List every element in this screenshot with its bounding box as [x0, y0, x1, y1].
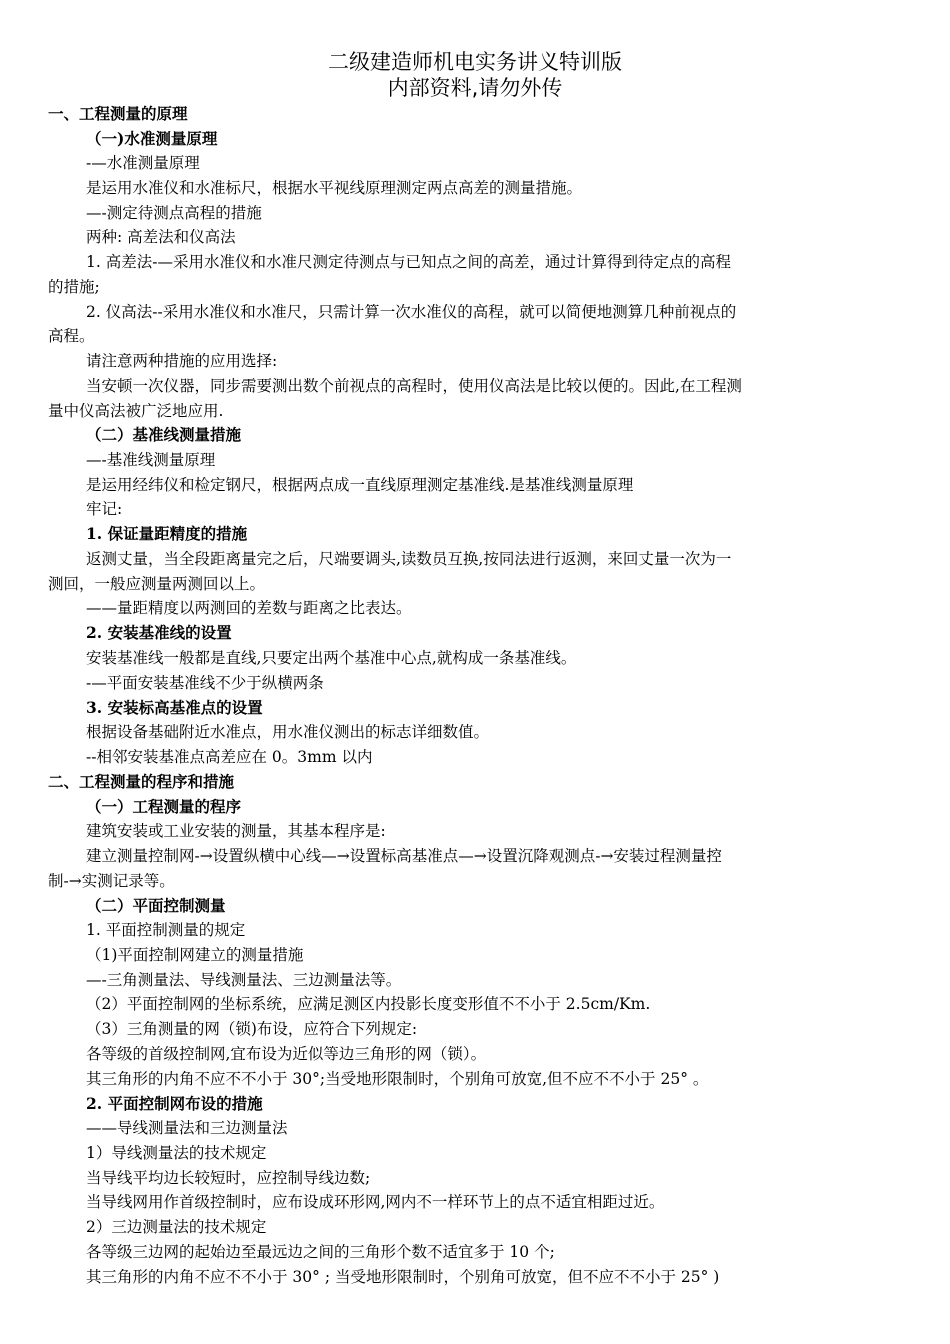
section-heading: 2. 平面控制网布设的措施 [86, 1094, 263, 1113]
text-line: 是运用经纬仪和检定钢尺，根据两点成一直线原理测定基准线.是基准线测量原理 [86, 476, 634, 494]
section-heading: 2. 安装基准线的设置 [86, 623, 232, 642]
text-line: 当安顿一次仪器，同步需要测出数个前视点的高程时，使用仪高法是比较以便的。因此,在工程测 [86, 377, 742, 395]
text-line: 其三角形的内角不应不不小于 30° ; 当受地形限制时，个别角可放宽，但不应不不小于 25° ) [86, 1268, 720, 1286]
section-heading: （二）基准线测量措施 [86, 425, 242, 444]
text-line: ——导线测量法和三边测量法 [86, 1119, 288, 1137]
section-heading: （一)水准测量原理 [86, 129, 218, 148]
text-line: 安装基准线一般都是直线,只要定出两个基准中心点,就构成一条基准线。 [86, 649, 577, 667]
text-line: 高程。 [48, 327, 95, 345]
text-line: -—水准测量原理 [86, 154, 200, 172]
text-line: 2. 仪高法--采用水准仪和水准尺，只需计算一次水准仪的高程，就可以简便地测算几种前视点的 [86, 303, 737, 321]
text-line: 1. 平面控制测量的规定 [86, 921, 246, 939]
text-line: 当导线平均边长较短时，应控制导线边数; [86, 1169, 371, 1187]
text-line: 2）三边测量法的技术规定 [86, 1218, 267, 1236]
text-line: —-三角测量法、导线测量法、三边测量法等。 [86, 971, 402, 989]
text-line: —-基准线测量原理 [86, 451, 216, 469]
section-heading: 3. 安装标高基准点的设置 [86, 698, 263, 717]
text-line: 建立测量控制网-→设置纵横中心线—→设置标高基准点—→设置沉降观测点-→安装过程测量控 [86, 847, 722, 865]
text-line: 各等级三边网的起始边至最远边之间的三角形个数不适宜多于 10 个; [86, 1243, 555, 1261]
text-line: —-测定待测点高程的措施 [86, 204, 262, 222]
text-line: 请注意两种措施的应用选择: [86, 352, 278, 370]
text-line: 返测丈量，当全段距离量完之后，尺端要调头,读数员互换,按同法进行返测，来回丈量一次为一 [86, 550, 732, 568]
text-line: 1）导线测量法的技术规定 [86, 1144, 267, 1162]
text-line: 牢记: [86, 500, 123, 518]
text-line: （3）三角测量的网（锁)布设，应符合下列规定: [86, 1020, 418, 1038]
section-heading: 1. 保证量距精度的措施 [86, 524, 248, 543]
text-line: （1)平面控制网建立的测量措施 [86, 946, 304, 964]
text-line: 各等级的首级控制网,宜布设为近似等边三角形的网（锁）。 [86, 1045, 487, 1063]
section-heading: 一、工程测量的原理 [48, 104, 188, 123]
text-line: 量中仪高法被广泛地应用. [48, 402, 224, 420]
text-line: -—平面安装基准线不少于纵横两条 [86, 674, 324, 692]
section-heading: （二）平面控制测量 [86, 896, 226, 915]
document-subtitle: 内部资料,请勿外传 [387, 76, 563, 100]
text-line: 测回，一般应测量两测回以上。 [48, 575, 266, 593]
text-line: 当导线网用作首级控制时，应布设成环形网,网内不一样环节上的点不适宜相距过近。 [86, 1193, 665, 1211]
text-line: 是运用水准仪和水准标尺，根据水平视线原理测定两点高差的测量措施。 [86, 179, 583, 197]
section-heading: 二、工程测量的程序和措施 [48, 772, 235, 791]
section-heading: （一）工程测量的程序 [86, 797, 242, 816]
text-line: 其三角形的内角不应不不小于 30°;当受地形限制时，个别角可放宽,但不应不不小于 25° 。 [86, 1070, 709, 1088]
text-line: 根据设备基础附近水准点，用水准仪测出的标志详细数值。 [86, 723, 490, 741]
text-line: 1. 高差法-—采用水准仪和水准尺测定待测点与已知点之间的高差，通过计算得到待定点的高程 [86, 253, 731, 271]
text-line: 建筑安装或工业安装的测量，其基本程序是: [86, 822, 386, 840]
text-line: 的措施; [48, 278, 100, 296]
text-line: 两种: 高差法和仪高法 [86, 228, 236, 246]
text-line: --相邻安装基准点高差应在 0。3mm 以内 [86, 748, 373, 766]
document-title: 二级建造师机电实务讲义特训版 [328, 50, 622, 74]
text-line: ——量距精度以两测回的差数与距离之比表达。 [86, 599, 412, 617]
text-line: 制-→实测记录等。 [48, 872, 175, 890]
text-line: （2）平面控制网的坐标系统，应满足测区内投影长度变形值不不小于 2.5cm/Km. [86, 995, 651, 1013]
